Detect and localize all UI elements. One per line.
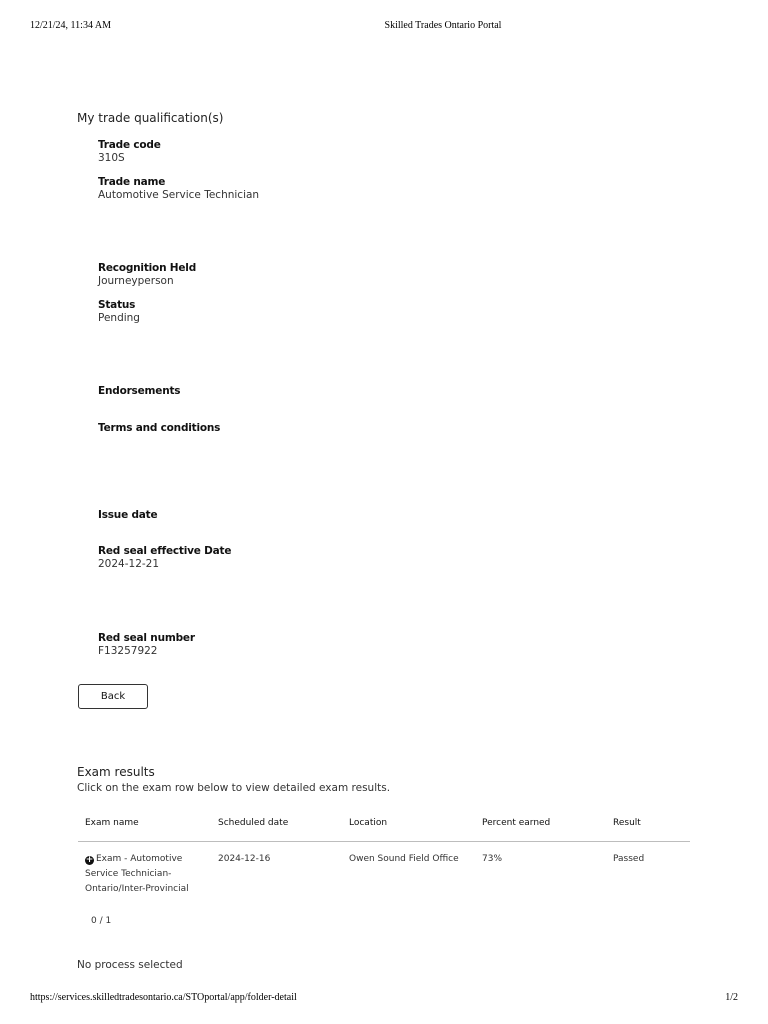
issue-date-label: Issue date <box>98 509 158 521</box>
column-header-location[interactable]: Location <box>349 818 388 828</box>
table-row[interactable] <box>78 842 690 904</box>
column-header-percent-earned[interactable]: Percent earned <box>482 818 551 828</box>
red-seal-date-value: 2024-12-21 <box>98 558 160 570</box>
pagination-indicator: 0 / 1 <box>91 916 112 926</box>
status-label: Status <box>98 299 136 311</box>
status-field <box>98 299 140 325</box>
trade-name-field <box>98 176 259 202</box>
trade-name-value: Automotive Service Technician <box>98 189 260 201</box>
trade-code-label: Trade code <box>98 139 161 151</box>
column-header-exam-name[interactable]: Exam name <box>85 818 139 828</box>
status-value: Pending <box>98 312 140 324</box>
terms-field <box>98 422 220 435</box>
trade-name-label: Trade name <box>98 176 166 188</box>
scheduled-date-cell: 2024-12-16 <box>218 854 271 864</box>
column-header-result[interactable]: Result <box>613 818 641 828</box>
exam-name-cell <box>85 852 201 897</box>
exam-results-intro: Click on the exam row below to view detailed exam results. <box>77 782 391 794</box>
endorsements-field <box>98 385 180 398</box>
trade-code-field <box>98 139 161 165</box>
terms-label: Terms and conditions <box>98 422 221 434</box>
percent-cell: 73% <box>482 854 503 864</box>
print-page-number: 1/2 <box>725 992 738 1003</box>
endorsements-label: Endorsements <box>98 385 181 397</box>
print-url: https://services.skilledtradesontario.ca/STOportal/app/folder-detail <box>30 992 297 1003</box>
print-header <box>0 20 768 34</box>
red-seal-date-field <box>98 545 231 571</box>
trade-code-value: 310S <box>98 152 125 164</box>
red-seal-date-label: Red seal effective Date <box>98 545 232 557</box>
red-seal-number-field <box>98 632 195 658</box>
plus-circle-icon[interactable]: + <box>85 855 94 865</box>
exam-name-line-2: Service Technician- <box>85 869 172 879</box>
back-button[interactable]: Back <box>78 684 148 709</box>
print-datetime: 12/21/24, 11:34 AM <box>30 20 112 31</box>
result-cell: Passed <box>613 854 645 864</box>
print-footer <box>0 992 768 1006</box>
red-seal-number-value: F13257922 <box>98 645 158 657</box>
print-page-title: Skilled Trades Ontario Portal <box>384 20 502 31</box>
exam-name-line-1: Exam - Automotive <box>96 854 183 864</box>
recognition-label: Recognition Held <box>98 262 197 274</box>
exam-name-line-3: Ontario/Inter-Provincial <box>85 884 189 894</box>
exam-results-heading: Exam results <box>77 765 155 779</box>
issue-date-field <box>98 509 157 522</box>
recognition-field <box>98 262 196 288</box>
recognition-value: Journeyperson <box>98 275 174 287</box>
exam-results-table <box>78 814 690 904</box>
table-header <box>78 814 690 842</box>
location-cell: Owen Sound Field Office <box>349 854 459 864</box>
process-status-text: No process selected <box>77 959 183 971</box>
column-header-scheduled-date[interactable]: Scheduled date <box>218 818 289 828</box>
red-seal-number-label: Red seal number <box>98 632 195 644</box>
qualifications-heading: My trade qualification(s) <box>77 111 224 125</box>
